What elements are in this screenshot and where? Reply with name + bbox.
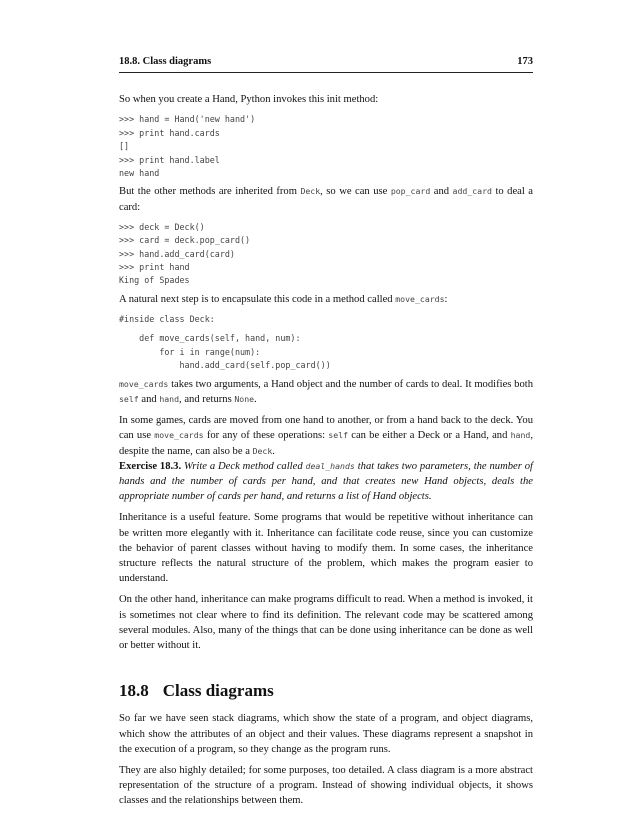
code-line: >>> print hand <box>119 262 190 273</box>
code-line: new hand <box>119 168 160 179</box>
code-block-hand <box>119 113 533 180</box>
code-line: >>> hand.add_card(card) <box>119 248 235 259</box>
paragraph-inherited-methods: But the other methods are inherited from Deck, so we can use pop_card and add_card to deal a card: <box>119 186 533 213</box>
section-number: 18.8 <box>119 681 149 701</box>
paragraph-class-diagram-def: They are also highly detailed; for some purposes, too detailed. A class diagram is a more abstract representation of the structure of a program. Instead of showing individual objects, it shows classes and the relationships between them. <box>119 764 533 807</box>
paragraph-init-intro: So when you create a Hand, Python invokes this init method: <box>119 94 379 106</box>
paragraph-stack-diagrams: So far we have seen stack diagrams, which show the state of a program, and object diagrams, which show the attributes of an object and their values. These diagrams represent a snapshot in the execution of a program, so they change as the program runs. <box>119 713 533 755</box>
page-number: 173 <box>517 56 533 67</box>
code-line: >>> print hand.cards <box>119 127 220 138</box>
code-block-move-cards <box>119 313 533 373</box>
code-line: King of Spades <box>119 275 190 286</box>
code-line: >>> print hand.label <box>119 154 220 165</box>
code-line: for i in range(num): <box>119 346 261 357</box>
book-page <box>119 54 533 815</box>
section-title: Class diagrams <box>162 681 274 701</box>
code-line: >>> card = deck.pop_card() <box>119 235 251 246</box>
running-head <box>119 54 533 73</box>
paragraph-inheritance-useful: Inheritance is a useful feature. Some programs that would be repetitive without inheritance can be written more elegantly with it. Inheritance can facilitate code reuse, since you can customize the behavior of parent classes without having to modify them. In some cases, the inheritance structure reflects the natural structure of the problem, which makes the program easier to understand. <box>119 512 533 585</box>
paragraph-move-cards-args: move_cards takes two arguments, a Hand object and the number of cards to deal. It modifies both self and hand, and returns None. <box>119 378 533 405</box>
code-line: def move_cards(self, hand, num): <box>119 333 301 344</box>
code-line: [] <box>119 141 130 152</box>
paragraph-encapsulate: A natural next step is to encapsulate this code in a method called move_cards: <box>119 293 448 305</box>
code-line: hand.add_card(self.pop_card()) <box>119 360 331 371</box>
exercise-18-3: Exercise 18.3. Write a Deck method called deal_hands that takes two parameters, the number of hands and the number of cards per hand, and that creates new Hand objects, deals the appropriate number of cards per hand, and returns a list of Hand objects. <box>119 460 533 503</box>
paragraph-inheritance-drawbacks: On the other hand, inheritance can make programs difficult to read. When a method is invoked, it is sometimes not clear where to find its definition. The relevant code may be scattered among several modules. Also, many of the things that can be done using inheritance can be done as well or better without it. <box>119 594 533 651</box>
running-head-section: 18.8. Class diagrams <box>119 56 212 67</box>
section-heading <box>119 681 533 701</box>
code-line: >>> hand = Hand('new hand') <box>119 114 256 125</box>
code-line: #inside class Deck: <box>119 314 215 325</box>
code-line: >>> deck = Deck() <box>119 221 205 232</box>
code-block-deal <box>119 221 533 288</box>
paragraph-games: In some games, cards are moved from one hand to another, or from a hand back to the deck. You can use move_cards for any of these operations: self can be either a Deck or a Hand, and hand, despite the name, can also be a Deck. <box>119 415 533 457</box>
